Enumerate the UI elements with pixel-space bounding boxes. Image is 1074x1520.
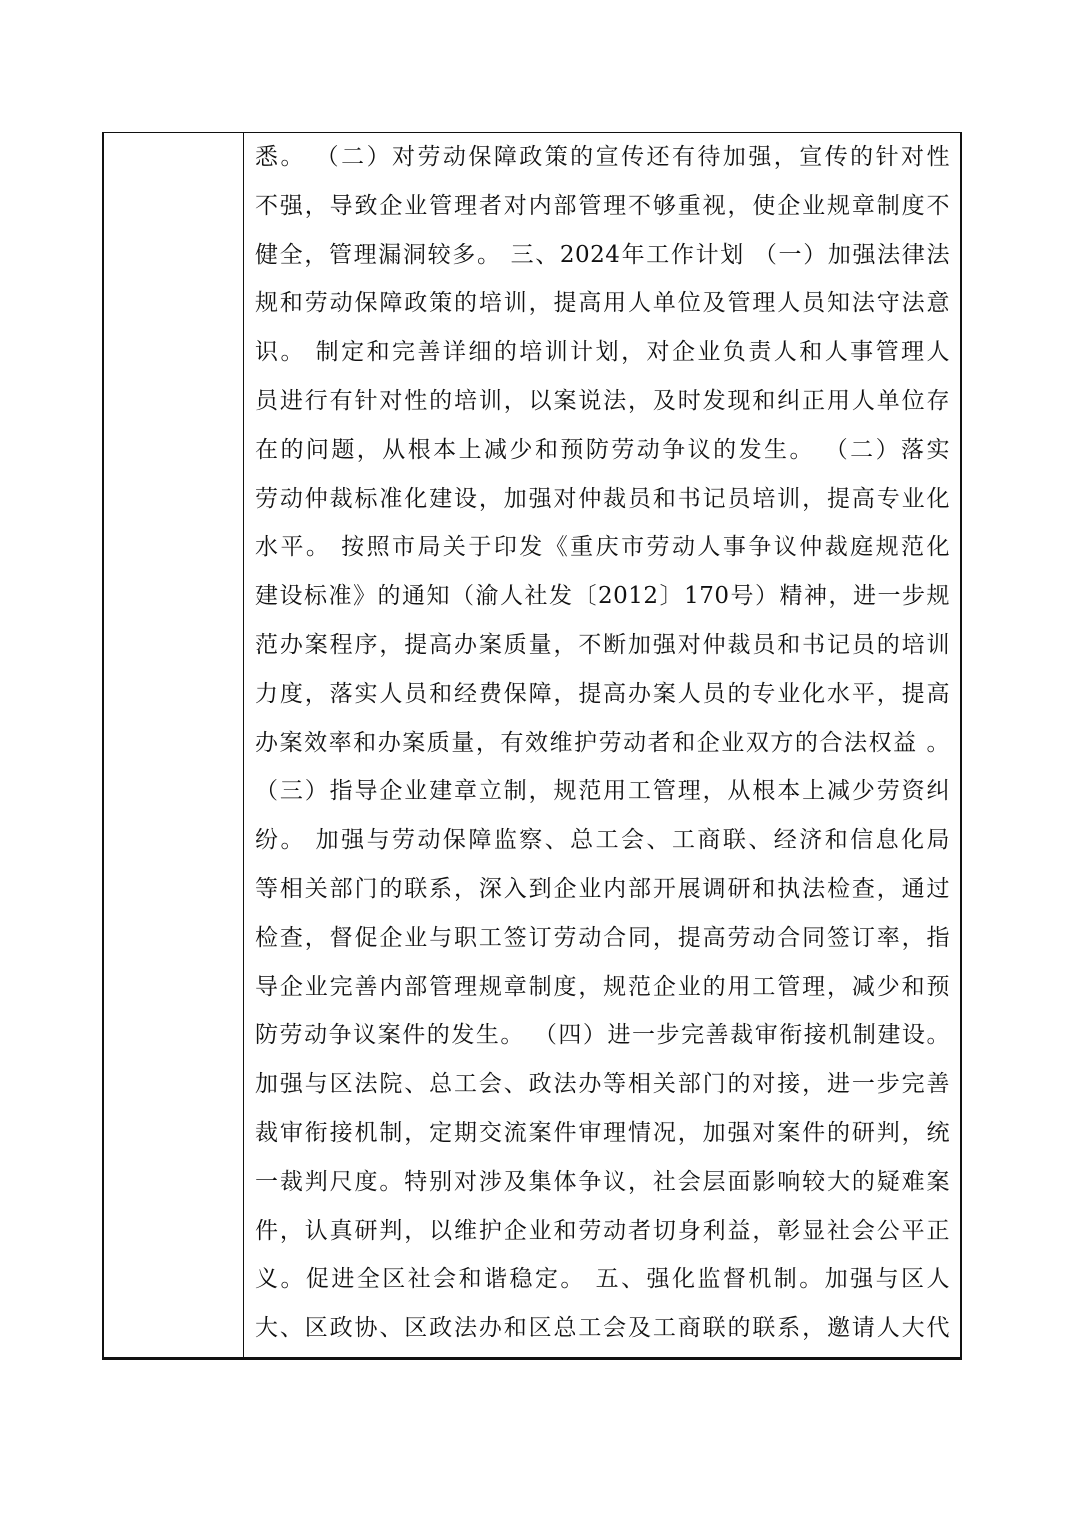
text-line: 导企业完善内部管理规章制度，规范企业的用工管理，减少和预 xyxy=(255,973,950,1000)
text-line: 加强与区法院、总工会、政法办等相关部门的对接，进一步完善 xyxy=(255,1071,950,1098)
text-line: 不强，导致企业管理者对内部管理不够重视，使企业规章制度不 xyxy=(255,192,950,219)
text-line: 防劳动争议案件的发生。 （四）进一步完善裁审衔接机制建设。 xyxy=(255,1022,950,1049)
text-line: 悉。 （二）对劳动保障政策的宣传还有待加强，宣传的针对性 xyxy=(255,144,950,170)
text-line: 劳动仲裁标准化建设，加强对仲裁员和书记员培训，提高专业化 xyxy=(255,485,950,512)
text-line: 纷。 加强与劳动保障监察、总工会、工商联、经济和信息化局 xyxy=(255,827,950,854)
text-line: 规和劳动保障政策的培训，提高用人单位及管理人员知法守法意 xyxy=(255,290,950,317)
text-line: 范办案程序，提高办案质量，不断加强对仲裁员和书记员的培训 xyxy=(255,631,950,658)
text-line: 识。 制定和完善详细的培训计划，对企业负责人和人事管理人 xyxy=(255,339,950,366)
text-line: 一裁判尺度。特别对涉及集体争议，社会层面影响较大的疑难案 xyxy=(255,1168,950,1195)
text-line: 员进行有针对性的培训，以案说法，及时发现和纠正用人单位存 xyxy=(255,387,950,414)
document-table xyxy=(102,132,962,1360)
text-line: 健全，管理漏洞较多。 三、2024年工作计划 （一）加强法律法 xyxy=(255,241,950,268)
text-line: 裁审衔接机制，定期交流案件审理情况，加强对案件的研判，统 xyxy=(255,1119,950,1146)
text-line: （三）指导企业建章立制，规范用工管理，从根本上减少劳资纠 xyxy=(255,778,950,805)
text-line: 力度，落实人员和经费保障，提高办案人员的专业化水平，提高 xyxy=(255,680,950,707)
text-line: 义。促进全区社会和谐稳定。 五、强化监督机制。加强与区人 xyxy=(255,1266,950,1293)
text-line: 件，认真研判，以维护企业和劳动者切身利益，彰显社会公平正 xyxy=(255,1217,950,1244)
table-label-cell xyxy=(104,133,244,1357)
text-line: 等相关部门的联系，深入到企业内部开展调研和执法检查，通过 xyxy=(255,875,950,902)
table-content-cell xyxy=(244,133,960,1357)
text-line: 检查，督促企业与职工签订劳动合同，提高劳动合同签订率，指 xyxy=(255,924,950,951)
text-line: 办案效率和办案质量，有效维护劳动者和企业双方的合法权益 。 xyxy=(255,729,950,756)
text-line: 建设标准》的通知（渝人社发〔2012〕170号）精神，进一步规 xyxy=(255,583,950,610)
text-line: 在的问题，从根本上减少和预防劳动争议的发生。 （二）落实 xyxy=(255,436,950,463)
text-line: 水平。 按照市局关于印发《重庆市劳动人事争议仲裁庭规范化 xyxy=(255,534,950,561)
text-line: 大、区政协、区政法办和区总工会及工商联的联系，邀请人大代 xyxy=(255,1315,950,1342)
